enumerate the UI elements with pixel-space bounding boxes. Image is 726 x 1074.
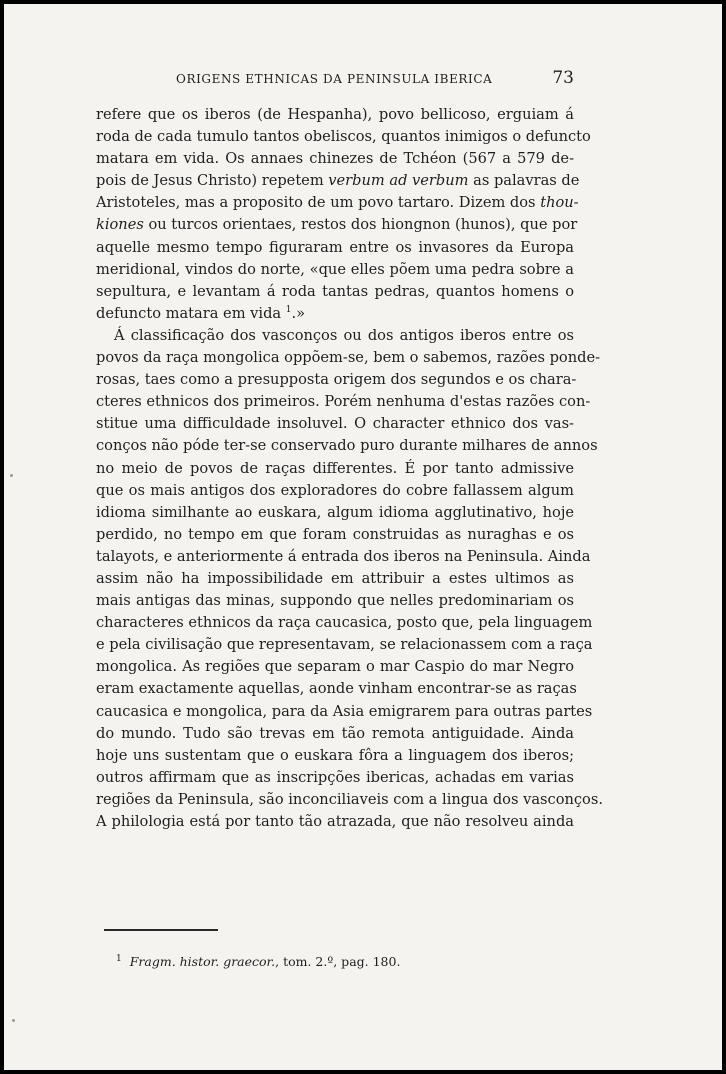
text-line: matara em vida. Os annaes chinezes de Tchéon (567 a 579 de- <box>96 150 574 168</box>
text-line: que os mais antigos dos exploradores do cobre fallassem algum <box>96 481 574 499</box>
text-segment: ou turcos orientaes, restos dos hiongnon (hunos), que por <box>143 216 578 234</box>
italic-phrase: thou- <box>540 194 579 212</box>
text-line <box>96 303 574 325</box>
text-line: talayots, e anteriormente á entrada dos iberos na Peninsula. Ainda <box>96 547 591 565</box>
body-text <box>96 104 603 833</box>
text-segment: Aristoteles, mas a proposito de um povo tartaro. Dizem dos <box>96 194 541 212</box>
text-line: sepultura, e levantam á roda tantas pedras, quantos homens o <box>96 282 574 300</box>
text-segment: as palavras de <box>468 172 580 190</box>
text-line: A philologia está por tanto tão atrazada, que não resolveu ainda <box>96 813 574 830</box>
scan-speck <box>12 1019 15 1022</box>
text-line: assim não ha impossibilidade em attribuir a estes ultimos as <box>96 569 574 587</box>
text-line <box>96 192 579 214</box>
text-line: mongolica. As regiões que separam o mar Caspio do mar Negro <box>96 658 574 676</box>
text-line: stitue uma difficuldade insoluvel. O character ethnico dos vas- <box>96 415 574 433</box>
text-line: regiões da Peninsula, são inconciliaveis com a lingua dos vasconços. <box>96 790 603 808</box>
text-line: mais antigas das minas, suppondo que nelles predominariam os <box>96 592 574 610</box>
text-line: roda de cada tumulo tantos obeliscos, quantos inimigos o defuncto <box>96 128 591 146</box>
text-line: idioma similhante ao euskara, algum idioma agglutinativo, hoje <box>96 503 574 521</box>
scan-speck <box>10 474 13 477</box>
footnote-rule <box>104 929 218 931</box>
text-line: Á classificação dos vasconços ou dos antigos iberos entre os <box>114 326 574 344</box>
text-line <box>96 214 578 236</box>
page-number: 73 <box>552 68 574 88</box>
footnote-reference: 1 <box>285 304 292 315</box>
text-line <box>96 170 580 192</box>
italic-phrase: kiones <box>96 216 144 234</box>
text-segment: pois de Jesus Christo) repetem <box>96 172 329 190</box>
text-line: rosas, taes como a presupposta origem dos segundos e os chara- <box>96 371 577 389</box>
text-line: cteres ethnicos dos primeiros. Porém nenhuma d'estas razões con- <box>96 393 591 411</box>
text-line: aquelle mesmo tempo figuraram entre os invasores da Europa <box>96 238 574 256</box>
text-line: caucasica e mongolica, para da Asia emigrarem para outras partes <box>96 702 593 720</box>
book-page <box>4 4 722 1070</box>
text-line: refere que os iberos (de Hespanha), povo bellicoso, erguiam á <box>96 106 574 123</box>
text-line: e pela civilisação que representavam, se relacionassem com a raça <box>96 636 593 654</box>
footnote-mark: 1 <box>116 954 122 964</box>
text-line: conços não póde ter-se conservado puro durante milhares de annos <box>96 437 598 455</box>
text-line: do mundo. Tudo são trevas em tão remota antiguidade. Ainda <box>96 724 574 742</box>
text-line: hoje uns sustentam que o euskara fôra a linguagem dos iberos; <box>96 746 574 764</box>
text-segment: defuncto matara em vida <box>96 304 286 322</box>
text-line: outros affirmam que as inscripções ibericas, achadas em varias <box>96 768 574 786</box>
text-line: no meio de povos de raças differentes. É por tanto admissive <box>96 459 574 477</box>
text-segment: .» <box>291 304 306 322</box>
footnote-source: Fragm. histor. graecor. <box>129 954 276 970</box>
footnote <box>116 954 400 969</box>
running-title: ORIGENS ETHNICAS DA PENINSULA IBERICA <box>176 72 493 86</box>
text-line: characteres ethnicos da raça caucasica, posto que, pela linguagem <box>96 614 593 632</box>
text-line: povos da raça mongolica oppõem-se, bem o sabemos, razões ponde- <box>96 349 601 367</box>
text-line: eram exactamente aquellas, aonde vinham encontrar-se as raças <box>96 680 577 698</box>
text-line: meridional, vindos do norte, «que elles põem uma pedra sobre a <box>96 260 574 278</box>
text-line: perdido, no tempo em que foram construidas as nuraghas e os <box>96 525 574 543</box>
footnote-details: , tom. 2.º, pag. 180. <box>275 954 401 970</box>
italic-phrase: verbum ad verbum <box>328 172 469 190</box>
page-header <box>96 68 574 90</box>
